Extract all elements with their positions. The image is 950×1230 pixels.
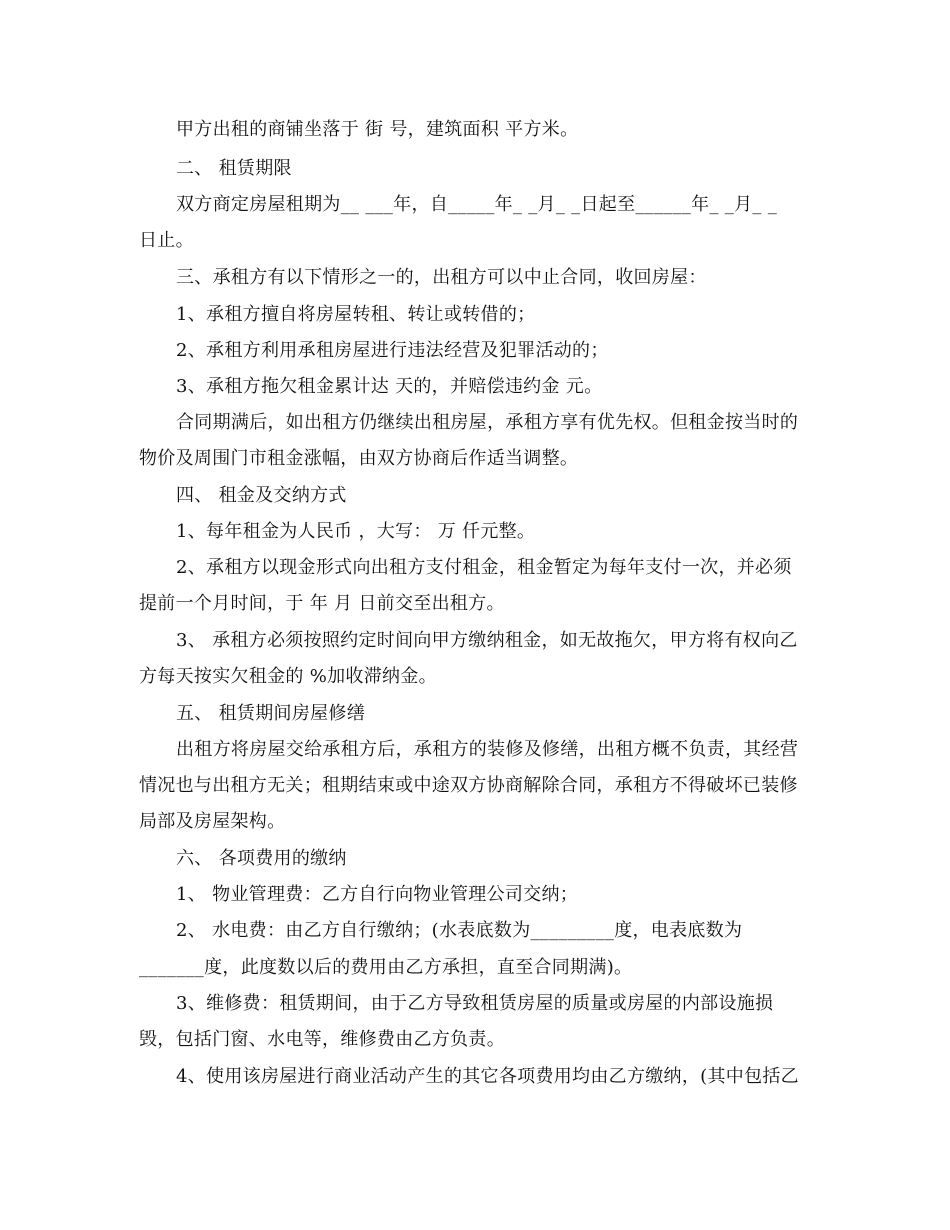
list-item-utilities: 2、 水电费：由乙方自行缴纳；(水表底数为_________度，电表底数为 [176,920,743,941]
text-line-repairs: 出租方将房屋交给承租方后，承租方的装修及修缮，出租方概不负责，其经营 [176,739,799,760]
text-line-repairs-end: 局部及房屋架构。 [139,811,286,832]
list-item-maintenance: 3、维修费：租赁期间，由于乙方导致租赁房屋的质量或房屋的内部设施损 [176,993,774,1014]
text-line-renewal-cont: 物价及周围门市租金涨幅，由双方协商后作适当调整。 [139,448,579,469]
list-item-payment-method: 2、承租方以现金形式向出租方支付租金，租金暂定为每年支付一次，并必须 [176,557,792,578]
list-item-rent-arrears: 3、承租方拖欠租金累计达 天的，并赔偿违约金 元。 [176,376,603,397]
text-line-premises: 甲方出租的商铺坐落于 街 号，建筑面积 平方米。 [176,119,579,140]
list-item-maintenance-cont: 毁，包括门窗、水电等，维修费由乙方负责。 [139,1029,505,1050]
list-item-property-fee: 1、 物业管理费：乙方自行向物业管理公司交纳； [176,884,579,905]
section-heading-lease-term: 二、 租赁期限 [176,158,292,179]
text-line-repairs-cont: 情况也与出租方无关；租期结束或中途双方协商解除合同，承租方不得破坏已装修 [139,775,798,796]
text-line-lease-period-end: 日止。 [139,230,194,251]
list-item-annual-rent: 1、每年租金为人民币 ，大写： 万 仟元整。 [176,521,536,542]
text-line-renewal: 合同期满后，如出租方仍继续出租房屋，承租方享有优先权。但租金按当时的 [176,412,799,433]
list-item-late-fee-cont: 方每天按实欠租金的 %加收滞纳金。 [139,666,437,687]
section-heading-termination: 三、承租方有以下情形之一的，出租方可以中止合同，收回房屋： [176,267,707,288]
list-item-sublet: 1、承租方擅自将房屋转租、转让或转借的； [176,304,536,325]
list-item-late-fee: 3、 承租方必须按照约定时间向甲方缴纳租金，如无故拖欠，甲方将有权向乙 [176,630,798,651]
list-item-other-fees: 4、使用该房屋进行商业活动产生的其它各项费用均由乙方缴纳，(其中包括乙 [176,1066,799,1087]
list-item-illegal-use: 2、承租方利用承租房屋进行违法经营及犯罪活动的； [176,340,609,361]
list-item-payment-method-cont: 提前一个月时间，于 年 月 日前交至出租方。 [139,593,505,614]
section-heading-fees: 六、 各项费用的缴纳 [176,848,347,869]
list-item-utilities-cont: _______度，此度数以后的费用由乙方承担，直至合同期满)。 [139,957,633,978]
section-heading-rent-payment: 四、 租金及交纳方式 [176,485,347,506]
text-line-lease-period: 双方商定房屋租期为__ ___年，自_____年_ _月_ _日起至______年_ _月_ _ [176,194,778,215]
section-heading-repairs: 五、 租赁期间房屋修缮 [176,703,366,724]
